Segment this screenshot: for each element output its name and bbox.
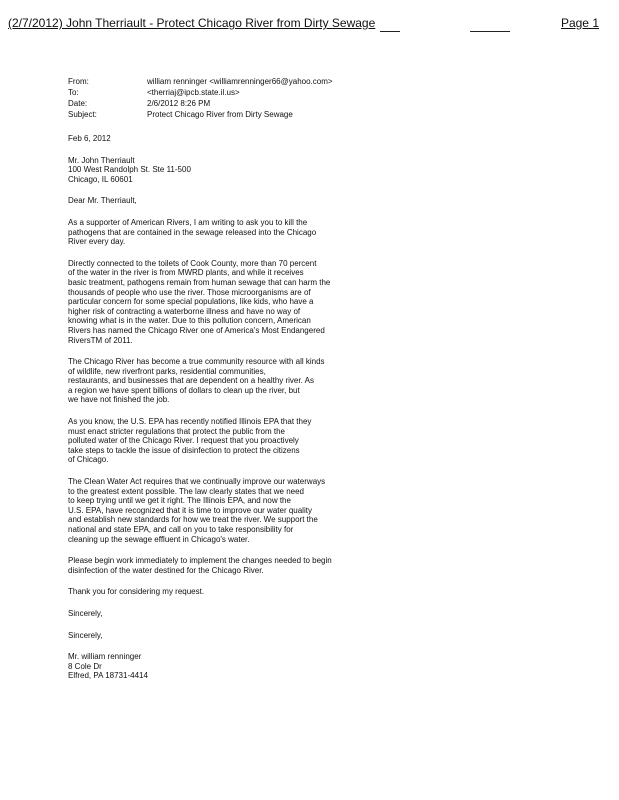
header-rule-left [380,31,400,32]
to-value: <therriaj@ipcb.state.il.us> [147,88,240,97]
subject-value: Protect Chicago River from Dirty Sewage [147,110,293,119]
page-number: Page 1 [560,16,599,30]
recipient-address: Mr. John Therriault 100 West Randolph St. Ste 11-500 Chicago, IL 60601 [68,155,191,184]
subject-label: Subject: [68,110,97,119]
paragraph-5: The Clean Water Act requires that we continually improve our waterways to the greatest extent possible. The law clearly states that we need to keep trying until we get it right. The Illinois EPA, and now the U.S. EPA, have recognized that it is time to improve our water quality and establish new standards for how we treat the river. We support the national and state EPA, and call on you to take responsibility for cleaning up the sewage effluent in Chicago's water. [68,477,326,544]
to-label: To: [68,88,79,97]
date-label: Date: [68,99,88,108]
document-header-title: (2/7/2012) John Therriault - Protect Chicago River from Dirty Sewage [8,16,376,30]
date-row [68,98,333,109]
paragraph-2: Directly connected to the toilets of Cook County, more than 70 percent of the water in the river is from MWRD plants, and while it receives basic treatment, pathogens remain from human sewage that can harm the thousands of people who use the river. Those microorganisms are of particular concern for some special populations, like kids, who have a higher risk of contracting a waterborne illness and have no way of knowing what is in the water. Due to this pollution concern, American Rivers has named the Chicago River one of America's Most Endangered RiversTM of 2011. [68,258,331,345]
date-value: 2/6/2012 8:26 PM [147,99,211,108]
paragraph-6: Please begin work immediately to implement the changes needed to begin disinfection of the water destined for the Chicago River. [68,556,332,575]
paragraph-4: As you know, the U.S. EPA has recently notified Illinois EPA that they must enact stricter regulations that protect the public from the polluted water of the Chicago River. I request that you proactively take steps to tackle the issue of disinfection to protect the citizens of Chicago. [68,417,312,465]
subject-row [68,109,333,120]
closing-2: Sincerely, [68,630,103,640]
paragraph-3: The Chicago River has become a true community resource with all kinds of wildlife, new riverfront parks, residential communities, restaurants, and businesses that are dependent on a healthy river. As a region we have spent billions of dollars to clean up the river, but we have not finished the job. [68,357,325,405]
closing-1: Sincerely, [68,608,103,618]
header-rule-right [470,31,510,32]
signature-block: Mr. william renninger 8 Cole Dr Elfred, PA 18731-4414 [68,652,148,681]
email-metadata [68,76,333,120]
salutation: Dear Mr. Therriault, [68,196,137,206]
letter-body [68,134,548,681]
letter-date: Feb 6, 2012 [68,134,111,143]
from-row [68,76,333,87]
from-value: william renninger <williamrenninger66@yahoo.com> [147,77,333,86]
paragraph-1: As a supporter of American Rivers, I am writing to ask you to kill the pathogens that are contained in the sewage released into the Chicago River every day. [68,217,317,247]
to-row [68,87,333,98]
from-label: From: [68,77,89,86]
paragraph-7: Thank you for considering my request. [68,587,205,597]
